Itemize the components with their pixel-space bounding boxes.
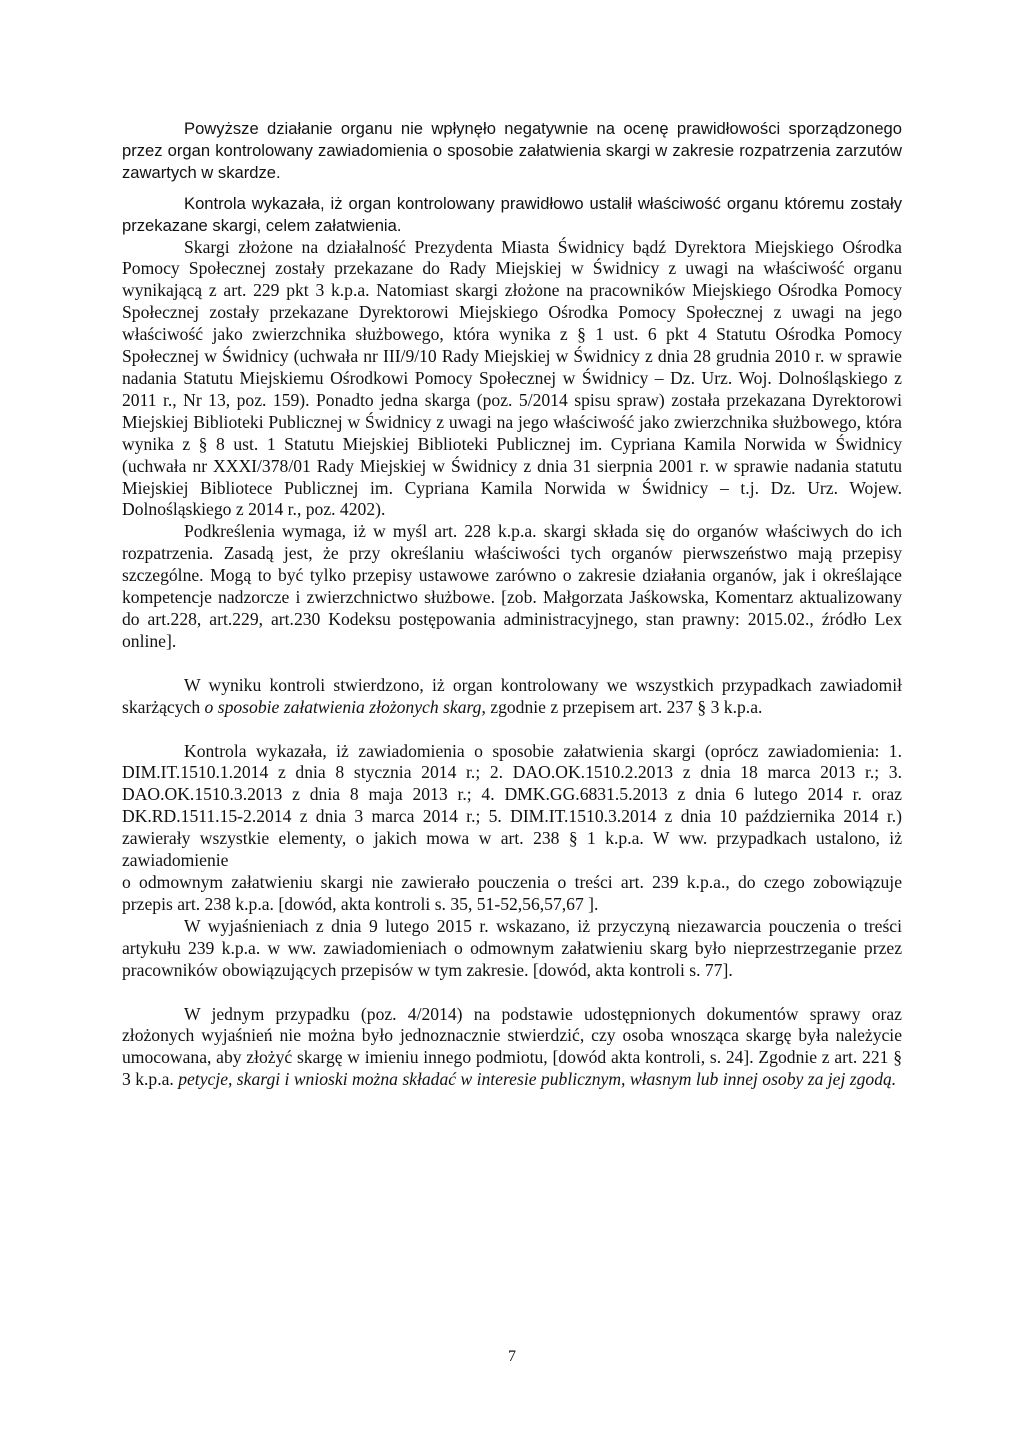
paragraph-notification-elements: Kontrola wykazała, iż zawiadomienia o sposobie załatwienia skargi (oprócz zawiadomienia: 1. DIM.IT.1510.1.2014 z dnia 8 stycznia 2014 r.; 2. DAO.OK.1510.2.2013 z dnia 18 marca 2013 r.; 3. DAO.OK.1510.3.2013 z dnia 8 maja 2013 r.; 4. DMK.GG.6831.5.2013 z dnia 6 lutego 2014 r. oraz DK.RD.1511.15-2.2014 z dnia 3 marca 2014 r.; 5. DIM.IT.1510.3.2014 z dnia 10 października 2014 r.) zawierały wszystkie elementy, o jakich mowa w art. 238 § 1 k.p.a. W ww. przypadkach ustalono, iż zawiadomienie bbox=[122, 740, 902, 871]
paragraph-notification bbox=[122, 675, 902, 719]
paragraph-complaints-transfer: Skargi złożone na działalność Prezydenta Miasta Świdnicy bądź Dyrektora Miejskiego Ośrodka Pomocy Społecznej zostały przekazane do Rady Miejskiej w Świdnicy z uwagi na właściwość organu wynikającą z art. 229 pkt 3 k.p.a. Natomiast skargi złożone na pracowników Miejskiego Ośrodka Pomocy Społecznej zostały przekazane Dyrektorowi Miejskiego Ośrodka Pomocy Społecznej z uwagi na jego właściwość jako zwierzchnika służbowego, która wynika z § 1 ust. 6 pkt 4 Statutu Ośrodka Pomocy Społecznej w Świdnicy (uchwała nr III/9/10 Rady Miejskiej w Świdnicy z dnia 28 grudnia 2010 r. w sprawie nadania Statutu Miejskiemu Ośrodkowi Pomocy Społecznej w Świdnicy – Dz. Urz. Woj. Dolnośląskiego z 2011 r., Nr 13, poz. 159). Ponadto jedna skarga (poz. 5/2014 spisu spraw) została przekazana Dyrektorowi Miejskiej Biblioteki Publicznej w Świdnicy z uwagi na jego właściwość jako zwierzchnika służbowego, która wynika z § 8 ust. 1 Statutu Miejskiej Biblioteki Publicznej im. Cypriana Kamila Norwida w Świdnicy (uchwała nr XXXI/378/01 Rady Miejskiej w Świdnicy z dnia 31 sierpnia 2001 r. w sprawie nadania statutu Miejskiej Bibliotece Publicznej im. Cypriana Kamila Norwida w Świdnicy – t.j. Dz. Urz. Wojew. Dolnośląskiego z 2014 r., poz. 4202). bbox=[122, 236, 902, 520]
paragraph-jurisdiction: Kontrola wykazała, iż organ kontrolowany prawidłowo ustalił właściwość organu któremu zostały przekazane skargi, celem załatwienia. bbox=[122, 193, 902, 235]
paragraph-authorization-text: W jednym przypadku (poz. 4/2014) na podstawie udostępnionych dokumentów sprawy oraz złożonych wyjaśnień nie można było jednoznacznie stwierdzić, czy osoba wnosząca skargę była należycie umocowana, aby złożyć skargę w imieniu innego podmiotu, [dowód akta kontroli, s. 24]. Zgodnie z art. 221 § 3 k.p.a. bbox=[122, 1003, 902, 1090]
page-number: 7 bbox=[508, 1348, 516, 1365]
paragraph-authorization bbox=[122, 1004, 902, 1092]
paragraph-notification-emphasis: o sposobie załatwienia złożonych skarg bbox=[204, 696, 482, 717]
document-body bbox=[122, 118, 902, 1091]
paragraph-art-228: Podkreślenia wymaga, iż w myśl art. 228 k.p.a. skargi składa się do organów właściwych do ich rozpatrzenia. Zasadą jest, że przy określaniu właściwości tych organów pierwszeństwo mają przepisy szczególne. Mogą to być tylko przepisy ustawowe zarówno o zakresie działania organów, jak i określające kompetencje nadzorcze i zwierzchnictwo służbowe. [zob. Małgorzata Jaśkowska, Komentarz aktualizowany do art.228, art.229, art.230 Kodeksu postępowania administracyjnego, stan prawny: 2015.02., źródło Lex online]. bbox=[122, 521, 902, 651]
paragraph-assessment: Powyższe działanie organu nie wpłynęło negatywnie na ocenę prawidłowości sporządzonego przez organ kontrolowany zawiadomienia o sposobie załatwienia skargi w zakresie rozpatrzenia zarzutów zawartych w skardze. bbox=[122, 119, 902, 182]
paragraph-authorization-emphasis: petycje, skargi i wnioski można składać w interesie publicznym, własnym lub innej osoby za jej zgodą. bbox=[178, 1069, 897, 1090]
paragraph-explanations: W wyjaśnieniach z dnia 9 lutego 2015 r. wskazano, iż przyczyną niezawarcia pouczenia o treści artykułu 239 k.p.a. w ww. zawiadomieniach o odmownym załatwieniu skarg było nieprzestrzeganie przez pracowników obowiązujących przepisów w tym zakresie. [dowód, akta kontroli s. 77]. bbox=[122, 915, 902, 980]
paragraph-notification-text: W wyniku kontroli stwierdzono, iż organ kontrolowany we wszystkich przypadkach zawiadomił skarżących bbox=[122, 674, 902, 717]
paragraph-notification-text-end: , zgodnie z przepisem art. 237 § 3 k.p.a. bbox=[481, 696, 763, 717]
paragraph-refusal-instruction: o odmownym załatwieniu skargi nie zawierało pouczenia o treści art. 239 k.p.a., do czego zobowiązuje przepis art. 238 k.p.a. [dowód, akta kontroli s. 35, 51-52,56,57,67 ]. bbox=[122, 872, 902, 914]
